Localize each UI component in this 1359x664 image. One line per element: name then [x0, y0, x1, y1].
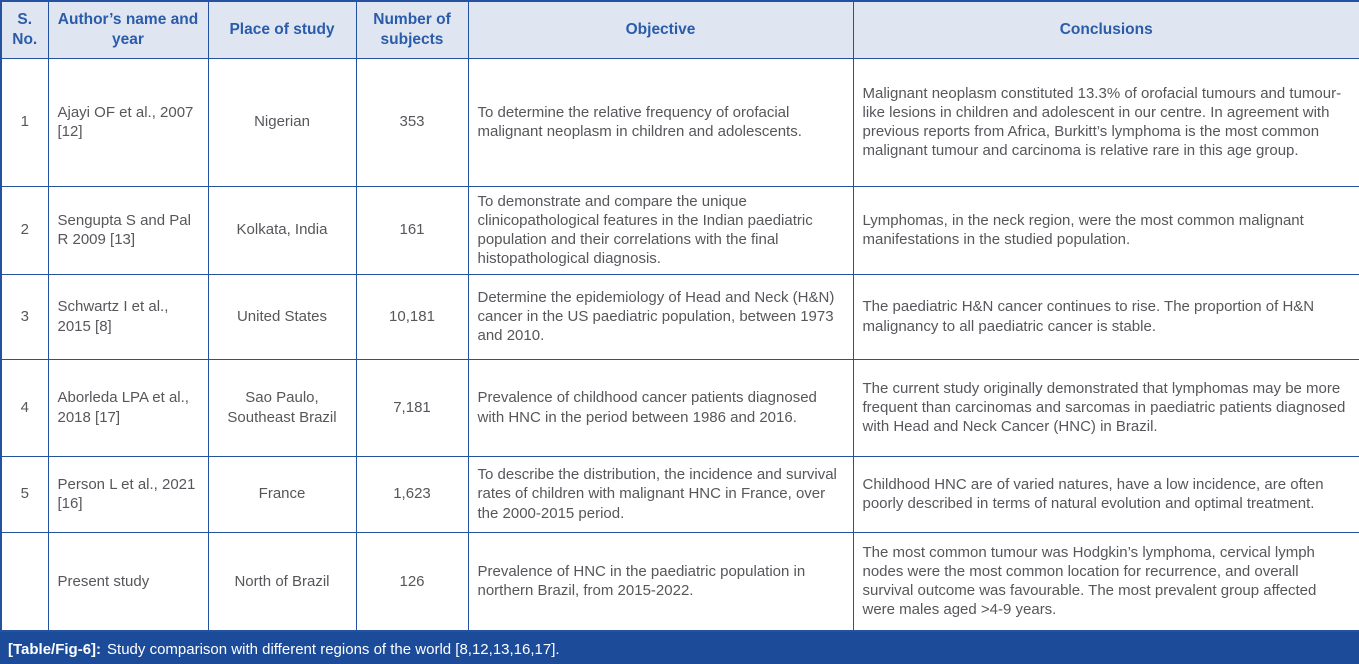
- table-header: [1, 1, 1359, 58]
- cell-conclusions: Childhood HNC are of varied natures, have a low incidence, are often poorly described in terms of natural evolution and optimal treatment.: [853, 456, 1359, 532]
- cell-subjects: 10,181: [356, 274, 468, 359]
- cell-conclusions: The paediatric H&N cancer continues to rise. The proportion of H&N malignancy to all paediatric cancer is stable.: [853, 274, 1359, 359]
- cell-objective: To describe the distribution, the incidence and survival rates of children with malignant HNC in France, over the 2000-2015 period.: [468, 456, 853, 532]
- table-row: [1, 186, 1359, 274]
- cell-place: North of Brazil: [208, 532, 356, 631]
- cell-objective: Prevalence of HNC in the paediatric population in northern Brazil, from 2015-2022.: [468, 532, 853, 631]
- cell-subjects: 353: [356, 58, 468, 186]
- cell-author: Ajayi OF et al., 2007 [12]: [48, 58, 208, 186]
- table-row: [1, 58, 1359, 186]
- table-row: [1, 532, 1359, 631]
- cell-subjects: 7,181: [356, 359, 468, 456]
- header-row: [1, 1, 1359, 58]
- header-author: Author’s name and year: [48, 1, 208, 58]
- header-subjects: Number of subjects: [356, 1, 468, 58]
- table-body: [1, 58, 1359, 631]
- cell-place: Nigerian: [208, 58, 356, 186]
- header-objective: Objective: [468, 1, 853, 58]
- cell-sno: 2: [1, 186, 48, 274]
- cell-place: Sao Paulo, Southeast Brazil: [208, 359, 356, 456]
- cell-sno: 3: [1, 274, 48, 359]
- cell-conclusions: The current study originally demonstrated that lymphomas may be more frequent than carcinomas and sarcomas in paediatric patients diagnosed with Head and Neck Cancer (HNC) in Brazil.: [853, 359, 1359, 456]
- cell-place: Kolkata, India: [208, 186, 356, 274]
- cell-place: United States: [208, 274, 356, 359]
- table-caption: [0, 632, 1359, 664]
- cell-author: Person L et al., 2021 [16]: [48, 456, 208, 532]
- cell-subjects: 1,623: [356, 456, 468, 532]
- cell-sno: 5: [1, 456, 48, 532]
- cell-sno: 4: [1, 359, 48, 456]
- cell-objective: Determine the epidemiology of Head and Neck (H&N) cancer in the US paediatric population, between 1973 and 2010.: [468, 274, 853, 359]
- cell-conclusions: Lymphomas, in the neck region, were the most common malignant manifestations in the studied population.: [853, 186, 1359, 274]
- cell-subjects: 161: [356, 186, 468, 274]
- cell-conclusions: Malignant neoplasm constituted 13.3% of orofacial tumours and tumour-like lesions in children and adolescent in our centre. In agreement with previous reports from Africa, Burkitt’s lymphoma is the most common malignant tumour and carcinoma is relative rare in this age group.: [853, 58, 1359, 186]
- cell-author: Sengupta S and Pal R 2009 [13]: [48, 186, 208, 274]
- table-row: [1, 274, 1359, 359]
- cell-sno: 1: [1, 58, 48, 186]
- header-conclusions: Conclusions: [853, 1, 1359, 58]
- cell-author: Aborleda LPA et al., 2018 [17]: [48, 359, 208, 456]
- cell-author: Present study: [48, 532, 208, 631]
- cell-objective: Prevalence of childhood cancer patients diagnosed with HNC in the period between 1986 and 2016.: [468, 359, 853, 456]
- table-row: [1, 359, 1359, 456]
- cell-objective: To determine the relative frequency of orofacial malignant neoplasm in children and adolescents.: [468, 58, 853, 186]
- table-row: [1, 456, 1359, 532]
- cell-author: Schwartz I et al., 2015 [8]: [48, 274, 208, 359]
- header-place: Place of study: [208, 1, 356, 58]
- cell-place: France: [208, 456, 356, 532]
- cell-objective: To demonstrate and compare the unique clinicopathological features in the Indian paediatric population and their correlations with the final histopathological diagnosis.: [468, 186, 853, 274]
- caption-text: Study comparison with different regions of the world [8,12,13,16,17].: [107, 640, 560, 658]
- cell-conclusions: The most common tumour was Hodgkin’s lymphoma, cervical lymph nodes were the most common location for recurrence, and overall survival outcome was favourable. The most prevalent group affected were males aged >4-9 years.: [853, 532, 1359, 631]
- cell-subjects: 126: [356, 532, 468, 631]
- cell-sno: [1, 532, 48, 631]
- caption-label: [Table/Fig-6]:: [8, 640, 102, 658]
- header-sno: S. No.: [1, 1, 48, 58]
